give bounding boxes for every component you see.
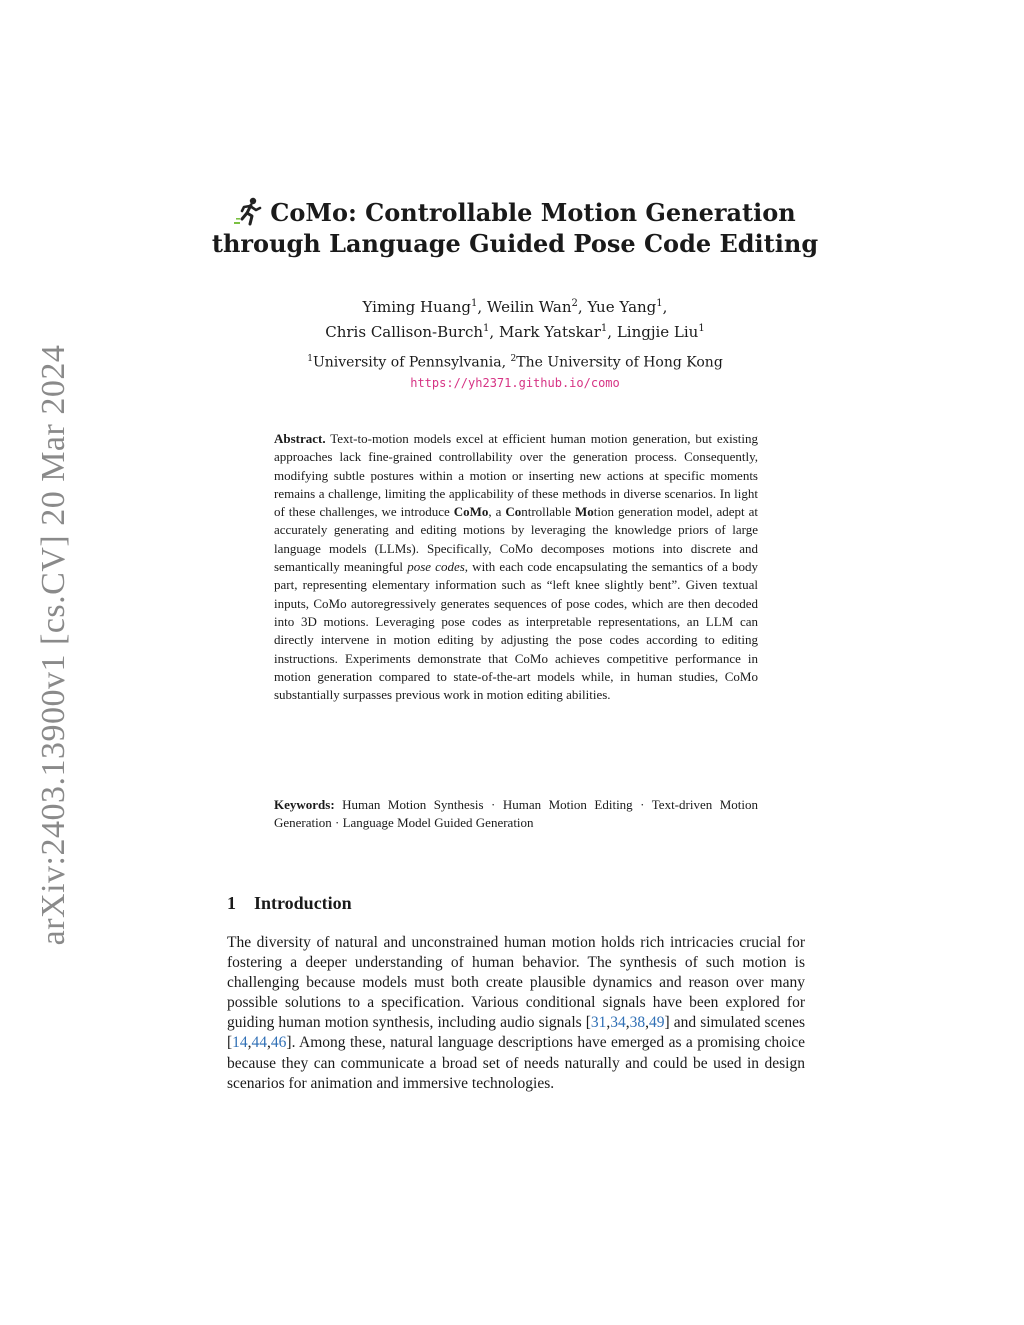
citation-link[interactable]: 31: [590, 1014, 607, 1032]
author-name: Weilin Wan: [486, 298, 572, 316]
author-separator: ,: [477, 298, 487, 316]
author-affiliation-mark: 1: [600, 323, 608, 334]
author-line-1: [180, 293, 850, 318]
author-name: Chris Callison-Burch: [325, 323, 484, 341]
author-affiliation-mark: 1: [470, 298, 478, 309]
author-list: [180, 293, 850, 343]
abstract-label: Abstract.: [274, 431, 326, 446]
citation-link[interactable]: 46: [270, 1034, 287, 1052]
abstract: [274, 430, 758, 704]
title-text-1: CoMo: Controllable Motion Generation: [270, 198, 796, 227]
author-separator: ,: [577, 298, 588, 316]
keywords-text: Human Motion Synthesis · Human Motion Editing · Text-driven Motion Generation · Language Model Guided Generation: [274, 797, 758, 831]
author-affiliation-mark: 1: [483, 323, 490, 334]
pose-codes-term: pose codes: [407, 559, 465, 575]
citation-link[interactable]: 34: [610, 1014, 626, 1032]
affiliation-name: University of Pennsylvania,: [312, 354, 511, 371]
como-name: CoMo: [453, 504, 489, 520]
citation-link[interactable]: 49: [649, 1014, 665, 1032]
author-affiliation-mark: 1: [656, 298, 663, 309]
abstract-text: tion generation model, adept at accurately generating and editing motions by leveraging the knowledge priors of large language models (LLMs). Specifically, CoMo decomposes motions into discrete and semantically meaningful: [274, 504, 758, 575]
author-affiliation-mark: 2: [571, 298, 578, 309]
author-affiliation-mark: 1: [698, 323, 705, 334]
acronym-co: Co: [505, 504, 522, 520]
introduction-paragraph: The diversity of natural and unconstrained human motion holds rich intricacies crucial for fostering a deeper understanding of human behavior. The synthesis of such motion is challenging because models must both create plausible dynamics and reason over many possible solutions to a specification. Various conditional signals have been explored for guiding human motion synthesis, including audio signals [31,34,38,49] and simulated scenes [14,44,46]. Among these, natural language descriptions have emerged as a promising choice because they can communicate a broad set of needs naturally and could be used in design scenarios for animation and immersive technologies.: [227, 934, 805, 1092]
arxiv-identifier-stamp: arXiv:2403.13900v1 [cs.CV] 20 Mar 2024: [35, 344, 72, 946]
project-url-link[interactable]: https://yh2371.github.io/como: [410, 375, 620, 390]
title-line-2: through Language Guided Pose Code Editing: [211, 229, 819, 258]
acronym-mo: Mo: [575, 504, 594, 520]
affiliation-mark: 1: [307, 354, 313, 364]
author-name: Lingjie Liu: [616, 323, 699, 341]
author-name: Mark Yatskar: [498, 323, 601, 341]
section-heading-introduction: [227, 893, 352, 914]
citation-link[interactable]: 44: [251, 1034, 268, 1052]
affiliations: [180, 349, 850, 393]
intro-text: The diversity of natural and unconstrained human motion holds rich intricacies crucial for fostering a deeper understanding of human behavior. The synthesis of such motion is challenging because models must both create plausible dynamics and reason over many possible solutions to a specification. Various conditional signals have been explored for guiding human motion synthesis, including audio signals [: [227, 934, 805, 1032]
keywords-label: Keywords:: [274, 797, 335, 812]
author-separator: ,: [607, 323, 617, 341]
keywords: [274, 796, 758, 833]
affiliation-line: [180, 349, 850, 373]
author-separator: ,: [489, 323, 499, 341]
affiliation-name: The University of Hong Kong: [516, 354, 723, 371]
intro-text: ]. Among these, natural language descriptions have emerged as a promising choice because they can communicate a broad set of needs naturally and could be used in design scenarios for animation and immersive technologies.: [227, 1034, 805, 1092]
abstract-text: ntrollable: [521, 504, 575, 520]
author-name: Yiming Huang: [362, 298, 471, 316]
section-title: Introduction: [254, 893, 352, 913]
author-separator: ,: [662, 298, 668, 316]
author-line-2: [180, 318, 850, 343]
intro-text: ] and simulated scenes [: [227, 1014, 805, 1052]
abstract-text: Text-to-motion models excel at efficient human motion generation, but existing approaches lack fine-grained controllability over the generation process. Consequently, modifying subtle postures within a motion or inserting new actions at specific moments remains a challenge, limiting the applicability of these methods in diverse scenarios. In light of these challenges, we introduce: [274, 431, 758, 520]
paper-title: [180, 196, 850, 259]
citation-link[interactable]: 14: [232, 1034, 248, 1052]
affiliation-mark: 2: [510, 354, 517, 364]
running-person-icon: [234, 196, 264, 226]
author-name: Yue Yang: [587, 298, 657, 316]
citation-link[interactable]: 38: [629, 1014, 646, 1032]
abstract-text: , with each code encapsulating the semantics of a body part, representing elementary information such as “left knee slightly bent”. Given textual inputs, CoMo autoregressively generates sequences of pose codes, which are then decoded into 3D motions. Leveraging pose codes as interpretable representations, an LLM can directly intervene in motion editing by adjusting the pose codes according to editing instructions. Experiments demonstrate that CoMo achieves competitive performance in motion generation compared to state-of-the-art models while, in human studies, CoMo substantially surpasses previous work in motion editing abilities.: [274, 559, 759, 703]
abstract-text: , a: [488, 504, 506, 520]
section-number: 1: [227, 893, 236, 913]
title-line-1: [180, 196, 850, 228]
